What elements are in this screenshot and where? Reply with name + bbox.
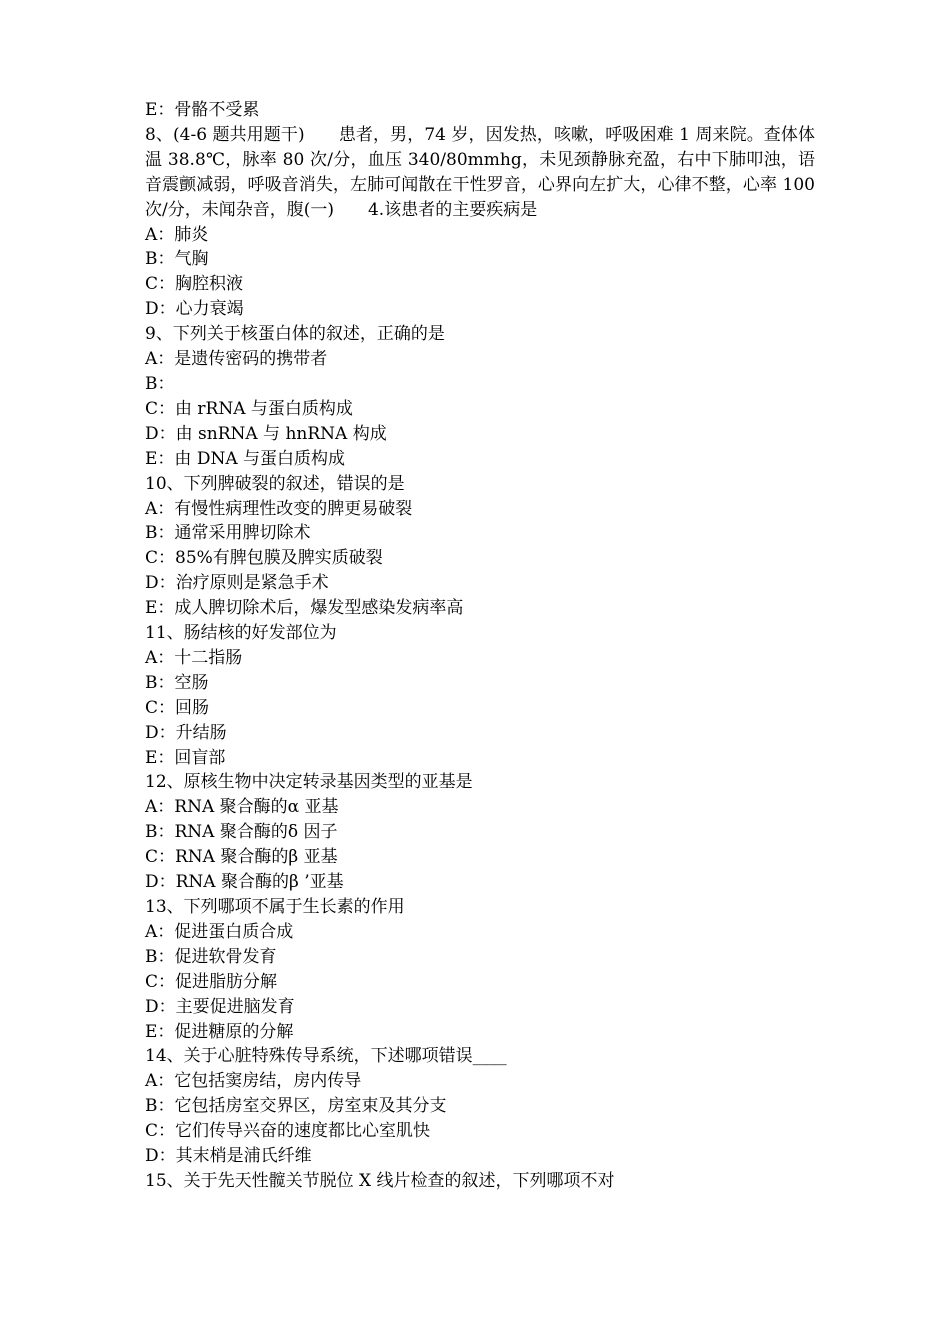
question-stem: 13、下列哪项不属于生长素的作用 [145, 897, 405, 917]
answer-option: A：促进蛋白质合成 [145, 921, 294, 942]
answer-option: C：85%有脾包膜及脾实质破裂 [145, 548, 383, 569]
answer-option: A：RNA 聚合酶的α 亚基 [145, 797, 339, 818]
answer-option: C：促进脂肪分解 [145, 971, 278, 992]
answer-option: C：由 rRNA 与蛋白质构成 [145, 398, 353, 419]
question-stem: 9、下列关于核蛋白体的叙述，正确的是 [145, 324, 445, 345]
answer-option: D：升结肠 [145, 722, 227, 743]
answer-option: C：RNA 聚合酶的β 亚基 [145, 847, 338, 868]
answer-option: A：有慢性病理性改变的脾更易破裂 [145, 498, 413, 519]
answer-option: C：回肠 [145, 697, 210, 718]
answer-option: A：十二指肠 [145, 647, 243, 668]
question-stem: 14、关于心脏特殊传导系统，下述哪项错误____ [145, 1046, 507, 1067]
answer-option: B：RNA 聚合酶的δ 因子 [145, 822, 338, 843]
question-8-stem: 8、(4-6 题共用题干) 患者，男，74 岁，因发热，咳嗽，呼吸困难 1 周来院。查体体温 38.8℃，脉率 80 次/分，血压 340/80mmhg，未见颈静脉充盈，右中下肺叩浊，语音震颤减弱，呼吸音消失，左肺可闻散在干性罗音，心界向左扩大，心律不整，心率 100 次/分，未闻杂音，腹(一) 4.该患者的主要疾病是 [145, 124, 815, 220]
answer-option: A：肺炎 [145, 224, 209, 245]
question-stem: 10、下列脾破裂的叙述，错误的是 [145, 473, 405, 494]
question-stem: 15、关于先天性髋关节脱位 X 线片检查的叙述，下列哪项不对 [145, 1170, 615, 1191]
question-list [145, 223, 815, 1194]
answer-option: C：胸腔积液 [145, 274, 244, 295]
answer-option: D：心力衰竭 [145, 299, 244, 320]
answer-option: B：促进软骨发育 [145, 946, 277, 967]
answer-option: E：成人脾切除术后，爆发型感染发病率高 [145, 598, 464, 619]
answer-option: E：促进糖原的分解 [145, 1021, 294, 1042]
answer-option: D：治疗原则是紧急手术 [145, 573, 329, 594]
answer-option: A：是遗传密码的携带者 [145, 349, 328, 370]
answer-option: E：骨骼不受累 [145, 100, 260, 120]
answer-option: A：它包括窦房结，房内传导 [145, 1071, 362, 1092]
answer-option: B：空肠 [145, 672, 209, 693]
answer-option: C：它们传导兴奋的速度都比心室肌快 [145, 1121, 431, 1142]
question-stem: 12、原核生物中决定转录基因类型的亚基是 [145, 772, 473, 793]
answer-option: D：其末梢是浦氏纤维 [145, 1146, 312, 1167]
document-page [145, 98, 815, 1194]
answer-option: D：RNA 聚合酶的β ’亚基 [145, 872, 344, 893]
answer-option: B：它包括房室交界区，房室束及其分支 [145, 1096, 447, 1117]
answer-option: D：主要促进脑发育 [145, 996, 295, 1017]
answer-option: B：通常采用脾切除术 [145, 523, 311, 544]
answer-option: D：由 snRNA 与 hnRNA 构成 [145, 423, 387, 444]
question-stem: 11、肠结核的好发部位为 [145, 623, 337, 644]
answer-option: E：回盲部 [145, 747, 226, 768]
answer-option: B：气胸 [145, 249, 209, 270]
answer-option: B： [145, 373, 175, 394]
answer-option: E：由 DNA 与蛋白质构成 [145, 448, 345, 469]
